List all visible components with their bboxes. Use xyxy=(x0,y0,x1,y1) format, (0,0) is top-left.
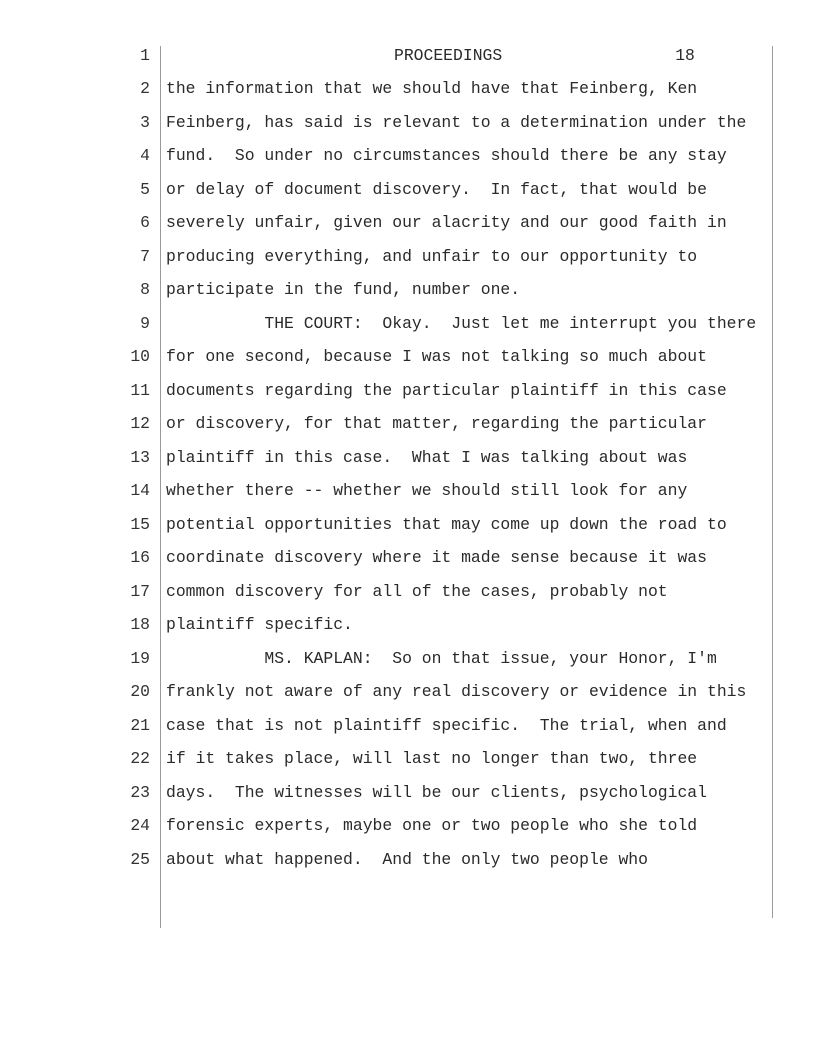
line-text: coordinate discovery where it made sense because it was xyxy=(166,548,707,568)
line-number: 8 xyxy=(140,280,150,300)
line-number: 7 xyxy=(140,246,150,266)
line-text: days. The witnesses will be our clients, psychological xyxy=(166,782,707,802)
line-text: the information that we should have that Feinberg, Ken xyxy=(166,79,698,99)
line-text: Feinberg, has said is relevant to a determination under the xyxy=(166,112,747,132)
transcript-line xyxy=(0,508,816,542)
transcript-line xyxy=(0,441,816,475)
transcript-header xyxy=(0,39,816,73)
page-number: 18 xyxy=(675,45,695,65)
line-text: case that is not plaintiff specific. The trial, when and xyxy=(166,715,727,735)
page-title: PROCEEDINGS xyxy=(394,45,503,65)
line-text: THE COURT: Okay. Just let me interrupt you there xyxy=(166,313,757,333)
line-number: 14 xyxy=(130,481,150,501)
line-text: or discovery, for that matter, regarding the particular xyxy=(166,414,707,434)
transcript-line xyxy=(0,709,816,743)
line-text: if it takes place, will last no longer than two, three xyxy=(166,749,698,769)
transcript-line xyxy=(0,810,816,844)
line-text: plaintiff in this case. What I was talking about was xyxy=(166,447,688,467)
line-number: 11 xyxy=(130,380,150,400)
line-text: frankly not aware of any real discovery or evidence in this xyxy=(166,682,747,702)
transcript-line xyxy=(0,542,816,576)
line-number: 25 xyxy=(130,849,150,869)
transcript-line xyxy=(0,374,816,408)
line-number: 1 xyxy=(140,45,150,65)
transcript-line xyxy=(0,776,816,810)
line-number: 24 xyxy=(130,816,150,836)
line-number: 20 xyxy=(130,682,150,702)
transcript-line xyxy=(0,609,816,643)
line-text: whether there -- whether we should still look for any xyxy=(166,481,688,501)
transcript-line xyxy=(0,274,816,308)
line-number: 10 xyxy=(130,347,150,367)
line-number: 21 xyxy=(130,715,150,735)
line-number: 9 xyxy=(140,313,150,333)
transcript-line xyxy=(0,743,816,777)
line-number: 4 xyxy=(140,146,150,166)
line-number: 2 xyxy=(140,79,150,99)
transcript-line xyxy=(0,307,816,341)
line-text: about what happened. And the only two people who xyxy=(166,849,648,869)
transcript-line xyxy=(0,140,816,174)
line-text: fund. So under no circumstances should there be any stay xyxy=(166,146,727,166)
line-number: 6 xyxy=(140,213,150,233)
line-number: 13 xyxy=(130,447,150,467)
line-number: 23 xyxy=(130,782,150,802)
line-number: 15 xyxy=(130,514,150,534)
line-number: 16 xyxy=(130,548,150,568)
line-text: plaintiff specific. xyxy=(166,615,353,635)
transcript-line xyxy=(0,207,816,241)
line-text: common discovery for all of the cases, probably not xyxy=(166,581,668,601)
transcript-line xyxy=(0,73,816,107)
transcript-line xyxy=(0,173,816,207)
line-number: 12 xyxy=(130,414,150,434)
transcript-line xyxy=(0,240,816,274)
line-text: severely unfair, given our alacrity and our good faith in xyxy=(166,213,727,233)
line-number: 3 xyxy=(140,112,150,132)
line-text: potential opportunities that may come up down the road to xyxy=(166,514,727,534)
header-text xyxy=(166,46,695,66)
transcript-line xyxy=(0,408,816,442)
line-text: for one second, because I was not talking so much about xyxy=(166,347,707,367)
line-number: 19 xyxy=(130,648,150,668)
transcript-line xyxy=(0,575,816,609)
line-number: 22 xyxy=(130,749,150,769)
line-text: producing everything, and unfair to our opportunity to xyxy=(166,246,698,266)
line-text: or delay of document discovery. In fact, that would be xyxy=(166,179,707,199)
line-number: 5 xyxy=(140,179,150,199)
line-text: participate in the fund, number one. xyxy=(166,280,521,300)
line-text: documents regarding the particular plaintiff in this case xyxy=(166,380,727,400)
transcript-page xyxy=(0,39,816,877)
transcript-line xyxy=(0,341,816,375)
transcript-line xyxy=(0,475,816,509)
transcript-line xyxy=(0,642,816,676)
transcript-line xyxy=(0,106,816,140)
line-number: 18 xyxy=(130,615,150,635)
line-number: 17 xyxy=(130,581,150,601)
line-text: MS. KAPLAN: So on that issue, your Honor, I'm xyxy=(166,648,717,668)
transcript-line xyxy=(0,676,816,710)
line-text: forensic experts, maybe one or two people who she told xyxy=(166,816,698,836)
transcript-line xyxy=(0,843,816,877)
